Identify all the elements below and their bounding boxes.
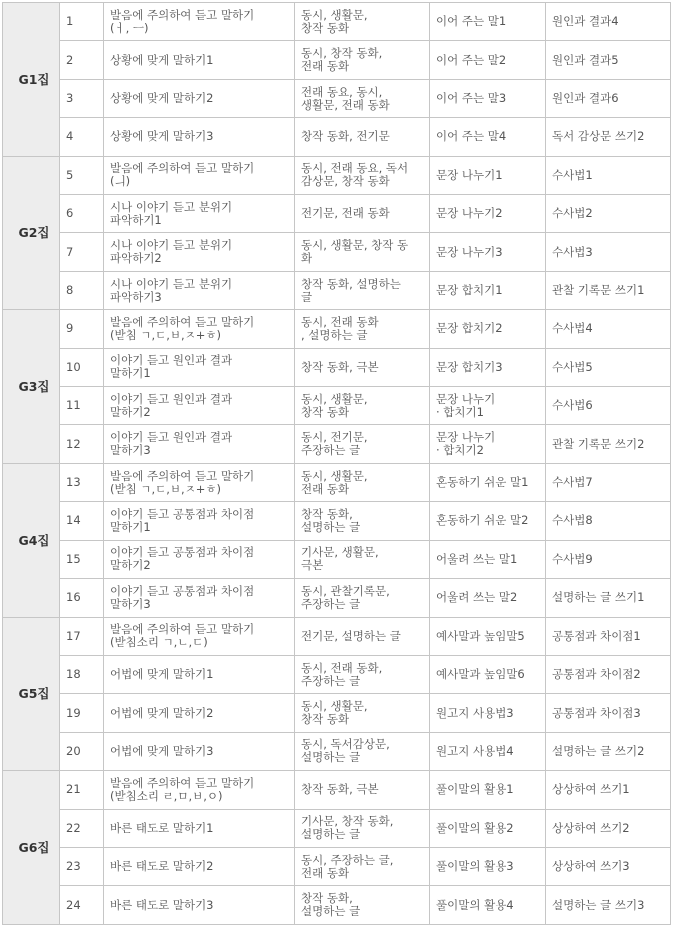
writing-cell [546, 809, 671, 847]
cell-line: 설명하는 글 쓰기1 [552, 590, 645, 605]
cell-line: 말하기1 [110, 366, 151, 381]
curriculum-table [2, 2, 671, 925]
cell-line: 말하기1 [110, 519, 151, 534]
lesson-number: 2 [60, 41, 104, 79]
lesson-number: 19 [60, 694, 104, 732]
reading-cell [295, 271, 430, 309]
cell-line: 동시, 생활문, [301, 699, 368, 714]
cell-line: 창작 동화 [301, 404, 350, 419]
cell-line: 동시, 전래 동요, 독서 [301, 161, 409, 176]
cell-line: 동시, 창작 동화, [301, 46, 383, 61]
reading-cell [295, 540, 430, 578]
cell-line: 동시, 생활문, 창작 동 [301, 238, 409, 253]
lesson-number: 21 [60, 771, 104, 809]
table-row [3, 310, 671, 348]
table-row [3, 771, 671, 809]
cell-line: 감상문, 창작 동화 [301, 174, 390, 189]
speaking-cell [104, 847, 295, 885]
reading-cell [295, 156, 430, 194]
cell-line: 수사법8 [552, 513, 593, 528]
table-row [3, 41, 671, 79]
cell-line: 전기문, 설명하는 글 [301, 628, 401, 643]
reading-cell [295, 502, 430, 540]
writing-cell [546, 694, 671, 732]
table-row [3, 387, 671, 425]
table-row [3, 425, 671, 463]
lesson-number: 4 [60, 118, 104, 156]
cell-line: 시나 이야기 듣고 분위기 [110, 276, 233, 291]
table-row [3, 540, 671, 578]
grammar-cell [430, 886, 546, 924]
grammar-cell [430, 156, 546, 194]
grammar-cell [430, 579, 546, 617]
speaking-cell [104, 118, 295, 156]
cell-line: (ㅓ, ㅡ) [110, 20, 149, 35]
cell-line: 동시, 전기문, [301, 430, 368, 445]
cell-line: (ㅢ) [110, 174, 131, 189]
cell-line: 수사법6 [552, 398, 593, 413]
table-row [3, 732, 671, 770]
cell-line: (받침소리 ㄱ,ㄴ,ㄷ) [110, 635, 208, 650]
table-row [3, 348, 671, 386]
cell-line: 수사법7 [552, 475, 593, 490]
cell-line: 동시, 전래 동화, [301, 660, 383, 675]
cell-line: 독서 감상문 쓰기2 [552, 129, 645, 144]
writing-cell [546, 3, 671, 41]
lesson-number: 22 [60, 809, 104, 847]
speaking-cell [104, 463, 295, 501]
cell-line: 말하기2 [110, 404, 151, 419]
cell-line: 동시, 주장하는 글, [301, 852, 394, 867]
table-row [3, 809, 671, 847]
cell-line: 창작 동화, [301, 506, 353, 521]
cell-line: 이야기 듣고 공통점과 차이점 [110, 545, 255, 560]
cell-line: 이어 주는 말2 [436, 52, 507, 67]
group-label: G3집 [3, 310, 60, 464]
reading-cell [295, 732, 430, 770]
lesson-number: 14 [60, 502, 104, 540]
cell-line: 전래 동화 [301, 865, 350, 880]
table-row [3, 463, 671, 501]
group-label: G1집 [3, 3, 60, 157]
cell-line: 주장하는 글 [301, 596, 361, 611]
reading-cell [295, 463, 430, 501]
cell-line: 수사법4 [552, 321, 593, 336]
cell-line: 파악하기3 [110, 289, 162, 304]
writing-cell [546, 847, 671, 885]
cell-line: 풀이말의 활용4 [436, 897, 514, 912]
table-row [3, 156, 671, 194]
speaking-cell [104, 348, 295, 386]
curriculum-table-body [3, 3, 671, 925]
reading-cell [295, 310, 430, 348]
speaking-cell [104, 156, 295, 194]
cell-line: 바른 태도로 말하기1 [110, 820, 214, 835]
lesson-number: 18 [60, 655, 104, 693]
table-row [3, 271, 671, 309]
grammar-cell [430, 771, 546, 809]
cell-line: 이어 주는 말3 [436, 91, 507, 106]
cell-line: 수사법2 [552, 206, 593, 221]
cell-line: 원인과 결과4 [552, 14, 619, 29]
speaking-cell [104, 617, 295, 655]
cell-line: 동시, 독서감상문, [301, 737, 390, 752]
cell-line: 관찰 기록문 쓰기1 [552, 283, 645, 298]
speaking-cell [104, 732, 295, 770]
cell-line: 전래 동화 [301, 59, 350, 74]
cell-line: 공통점과 차이점2 [552, 667, 641, 682]
cell-line: 시나 이야기 듣고 분위기 [110, 199, 233, 214]
cell-line: 설명하는 글 [301, 904, 361, 919]
cell-line: 이어 주는 말4 [436, 129, 507, 144]
cell-line: 설명하는 글 쓰기2 [552, 743, 645, 758]
cell-line: 동시, 생활문, [301, 468, 368, 483]
cell-line: 동시, 생활문, [301, 7, 368, 22]
table-row [3, 233, 671, 271]
cell-line: 상상하여 쓰기2 [552, 820, 630, 835]
reading-cell [295, 195, 430, 233]
cell-line: 관찰 기록문 쓰기2 [552, 436, 645, 451]
group-label: G4집 [3, 463, 60, 617]
speaking-cell [104, 195, 295, 233]
cell-line: 설명하는 글 쓰기3 [552, 897, 645, 912]
speaking-cell [104, 771, 295, 809]
grammar-cell [430, 348, 546, 386]
grammar-cell [430, 463, 546, 501]
cell-line: 예사말과 높임말5 [436, 628, 525, 643]
table-row [3, 617, 671, 655]
lesson-number: 17 [60, 617, 104, 655]
speaking-cell [104, 41, 295, 79]
cell-line: 전래 동화 [301, 481, 350, 496]
reading-cell [295, 387, 430, 425]
grammar-cell [430, 79, 546, 117]
cell-line: 문장 합치기3 [436, 359, 503, 374]
table-row [3, 79, 671, 117]
cell-line: 주장하는 글 [301, 443, 361, 458]
lesson-number: 24 [60, 886, 104, 924]
cell-line: 창작 동화 [301, 20, 350, 35]
writing-cell [546, 348, 671, 386]
reading-cell [295, 617, 430, 655]
cell-line: 풀이말의 활용1 [436, 782, 514, 797]
table-row [3, 579, 671, 617]
cell-line: · 합치기2 [436, 443, 484, 458]
lesson-number: 16 [60, 579, 104, 617]
cell-line: 원인과 결과6 [552, 91, 619, 106]
grammar-cell [430, 387, 546, 425]
table-row [3, 502, 671, 540]
group-label: G5집 [3, 617, 60, 771]
lesson-number: 10 [60, 348, 104, 386]
lesson-number: 6 [60, 195, 104, 233]
table-row [3, 655, 671, 693]
cell-line: 문장 나누기 [436, 430, 496, 445]
speaking-cell [104, 79, 295, 117]
cell-line: 이야기 듣고 원인과 결과 [110, 353, 233, 368]
grammar-cell [430, 271, 546, 309]
lesson-number: 5 [60, 156, 104, 194]
cell-line: 수사법1 [552, 167, 593, 182]
cell-line: 발음에 주의하여 듣고 말하기 [110, 314, 255, 329]
lesson-number: 15 [60, 540, 104, 578]
grammar-cell [430, 809, 546, 847]
cell-line: 기사문, 생활문, [301, 545, 379, 560]
writing-cell [546, 463, 671, 501]
cell-line: 발음에 주의하여 듣고 말하기 [110, 775, 255, 790]
cell-line: 동시, 생활문, [301, 391, 368, 406]
grammar-cell [430, 847, 546, 885]
speaking-cell [104, 3, 295, 41]
writing-cell [546, 310, 671, 348]
cell-line: 문장 나누기1 [436, 167, 503, 182]
speaking-cell [104, 387, 295, 425]
cell-line: 문장 나누기2 [436, 206, 503, 221]
table-row [3, 118, 671, 156]
writing-cell [546, 540, 671, 578]
speaking-cell [104, 655, 295, 693]
reading-cell [295, 847, 430, 885]
cell-line: (받침 ㄱ,ㄷ,ㅂ,ㅈ+ㅎ) [110, 481, 221, 496]
lesson-number: 3 [60, 79, 104, 117]
grammar-cell [430, 617, 546, 655]
cell-line: 화 [301, 251, 313, 266]
cell-line: 바른 태도로 말하기3 [110, 897, 214, 912]
cell-line: 풀이말의 활용2 [436, 820, 514, 835]
lesson-number: 20 [60, 732, 104, 770]
cell-line: (받침 ㄱ,ㄷ,ㅂ,ㅈ+ㅎ) [110, 327, 221, 342]
grammar-cell [430, 502, 546, 540]
cell-line: 어법에 맞게 말하기2 [110, 705, 214, 720]
reading-cell [295, 3, 430, 41]
writing-cell [546, 79, 671, 117]
cell-line: , 설명하는 글 [301, 327, 368, 342]
cell-line: 창작 동화, [301, 891, 353, 906]
cell-line: 생활문, 전래 동화 [301, 97, 390, 112]
reading-cell [295, 655, 430, 693]
cell-line: 파악하기1 [110, 212, 162, 227]
cell-line: 원고지 사용법3 [436, 705, 514, 720]
lesson-number: 23 [60, 847, 104, 885]
speaking-cell [104, 233, 295, 271]
writing-cell [546, 425, 671, 463]
reading-cell [295, 41, 430, 79]
speaking-cell [104, 310, 295, 348]
cell-line: 혼동하기 쉬운 말2 [436, 513, 529, 528]
cell-line: 수사법5 [552, 359, 593, 374]
cell-line: 기사문, 창작 동화, [301, 814, 394, 829]
table-row [3, 847, 671, 885]
cell-line: 공통점과 차이점1 [552, 628, 641, 643]
writing-cell [546, 579, 671, 617]
table-row [3, 886, 671, 924]
cell-line: 상황에 맞게 말하기2 [110, 91, 214, 106]
cell-line: 주장하는 글 [301, 673, 361, 688]
lesson-number: 8 [60, 271, 104, 309]
cell-line: 풀이말의 활용3 [436, 859, 514, 874]
cell-line: 수사법9 [552, 551, 593, 566]
cell-line: 어법에 맞게 말하기1 [110, 667, 214, 682]
cell-line: 글 [301, 289, 313, 304]
cell-line: 발음에 주의하여 듣고 말하기 [110, 622, 255, 637]
cell-line: 어울려 쓰는 말2 [436, 590, 518, 605]
lesson-number: 13 [60, 463, 104, 501]
cell-line: 설명하는 글 [301, 519, 361, 534]
speaking-cell [104, 540, 295, 578]
writing-cell [546, 195, 671, 233]
cell-line: 혼동하기 쉬운 말1 [436, 475, 529, 490]
reading-cell [295, 809, 430, 847]
cell-line: 상황에 맞게 말하기3 [110, 129, 214, 144]
grammar-cell [430, 655, 546, 693]
lesson-number: 7 [60, 233, 104, 271]
cell-line: 창작 동화, 극본 [301, 359, 379, 374]
speaking-cell [104, 502, 295, 540]
cell-line: 시나 이야기 듣고 분위기 [110, 238, 233, 253]
cell-line: 어울려 쓰는 말1 [436, 551, 518, 566]
writing-cell [546, 41, 671, 79]
writing-cell [546, 118, 671, 156]
reading-cell [295, 886, 430, 924]
speaking-cell [104, 886, 295, 924]
grammar-cell [430, 540, 546, 578]
cell-line: 파악하기2 [110, 251, 162, 266]
cell-line: 원고지 사용법4 [436, 743, 514, 758]
cell-line: 이야기 듣고 원인과 결과 [110, 391, 233, 406]
writing-cell [546, 771, 671, 809]
lesson-number: 11 [60, 387, 104, 425]
cell-line: 문장 합치기2 [436, 321, 503, 336]
writing-cell [546, 655, 671, 693]
grammar-cell [430, 118, 546, 156]
cell-line: 바른 태도로 말하기2 [110, 859, 214, 874]
reading-cell [295, 233, 430, 271]
writing-cell [546, 502, 671, 540]
cell-line: 상상하여 쓰기3 [552, 859, 630, 874]
speaking-cell [104, 809, 295, 847]
lesson-number: 12 [60, 425, 104, 463]
lesson-number: 1 [60, 3, 104, 41]
writing-cell [546, 732, 671, 770]
speaking-cell [104, 694, 295, 732]
reading-cell [295, 79, 430, 117]
cell-line: 극본 [301, 558, 324, 573]
grammar-cell [430, 233, 546, 271]
grammar-cell [430, 310, 546, 348]
reading-cell [295, 771, 430, 809]
lesson-number: 9 [60, 310, 104, 348]
cell-line: 설명하는 글 [301, 827, 361, 842]
cell-line: 말하기3 [110, 596, 151, 611]
writing-cell [546, 886, 671, 924]
speaking-cell [104, 271, 295, 309]
reading-cell [295, 348, 430, 386]
cell-line: · 합치기1 [436, 404, 484, 419]
cell-line: 창작 동화, 극본 [301, 782, 379, 797]
speaking-cell [104, 425, 295, 463]
cell-line: 창작 동화 [301, 712, 350, 727]
cell-line: 상상하여 쓰기1 [552, 782, 630, 797]
cell-line: 이야기 듣고 공통점과 차이점 [110, 583, 255, 598]
cell-line: 공통점과 차이점3 [552, 705, 641, 720]
grammar-cell [430, 3, 546, 41]
cell-line: 발음에 주의하여 듣고 말하기 [110, 7, 255, 22]
cell-line: 문장 나누기3 [436, 244, 503, 259]
cell-line: 발음에 주의하여 듣고 말하기 [110, 161, 255, 176]
reading-cell [295, 425, 430, 463]
writing-cell [546, 271, 671, 309]
cell-line: 어법에 맞게 말하기3 [110, 743, 214, 758]
writing-cell [546, 387, 671, 425]
cell-line: 창작 동화, 설명하는 [301, 276, 401, 291]
cell-line: (받침소리 ㄹ,ㅁ,ㅂ,ㅇ) [110, 788, 223, 803]
writing-cell [546, 156, 671, 194]
cell-line: 동시, 관찰기록문, [301, 583, 390, 598]
cell-line: 말하기3 [110, 443, 151, 458]
grammar-cell [430, 732, 546, 770]
speaking-cell [104, 579, 295, 617]
cell-line: 동시, 전래 동화 [301, 314, 379, 329]
cell-line: 창작 동화, 전기문 [301, 129, 390, 144]
cell-line: 문장 합치기1 [436, 283, 503, 298]
reading-cell [295, 118, 430, 156]
grammar-cell [430, 41, 546, 79]
cell-line: 예사말과 높임말6 [436, 667, 525, 682]
cell-line: 말하기2 [110, 558, 151, 573]
reading-cell [295, 579, 430, 617]
group-label: G6집 [3, 771, 60, 925]
cell-line: 이야기 듣고 공통점과 차이점 [110, 506, 255, 521]
cell-line: 문장 나누기 [436, 391, 496, 406]
cell-line: 설명하는 글 [301, 750, 361, 765]
writing-cell [546, 617, 671, 655]
cell-line: 수사법3 [552, 244, 593, 259]
table-row [3, 195, 671, 233]
cell-line: 전기문, 전래 동화 [301, 206, 390, 221]
table-row [3, 3, 671, 41]
writing-cell [546, 233, 671, 271]
cell-line: 원인과 결과5 [552, 52, 619, 67]
table-row [3, 694, 671, 732]
cell-line: 이어 주는 말1 [436, 14, 507, 29]
cell-line: 이야기 듣고 원인과 결과 [110, 430, 233, 445]
reading-cell [295, 694, 430, 732]
cell-line: 전래 동요, 동시, [301, 84, 383, 99]
grammar-cell [430, 195, 546, 233]
cell-line: 상황에 맞게 말하기1 [110, 52, 214, 67]
group-label: G2집 [3, 156, 60, 310]
grammar-cell [430, 694, 546, 732]
cell-line: 발음에 주의하여 듣고 말하기 [110, 468, 255, 483]
grammar-cell [430, 425, 546, 463]
